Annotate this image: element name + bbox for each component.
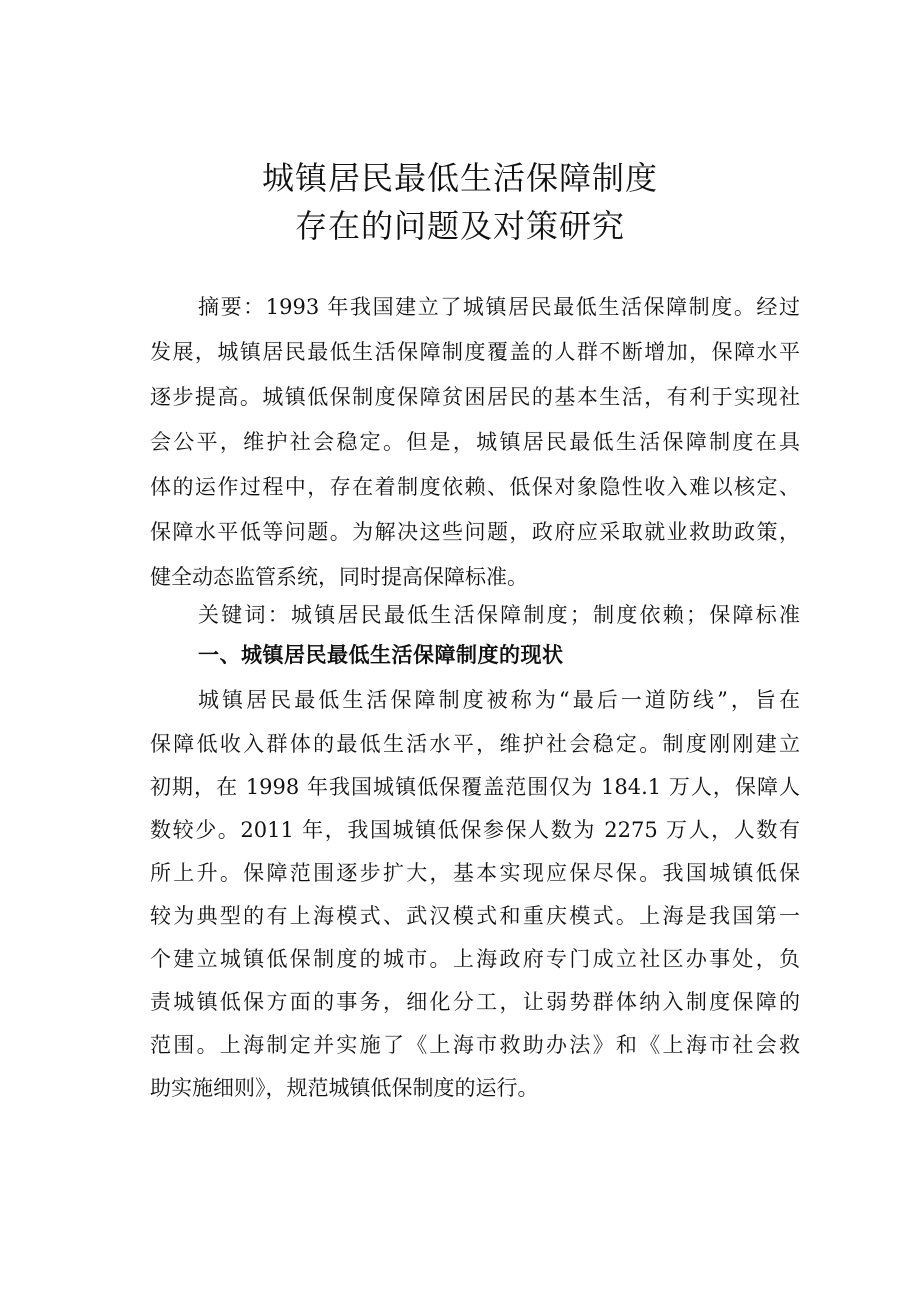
abstract-line: 健全动态监管系统，同时提高保障标准。 [150,565,528,589]
paragraph-line: 范围。上海制定并实施了《上海市救助办法》和《上海市社会救 [150,1033,800,1057]
paragraph-line: 初期，在 1998 年我国城镇低保覆盖范围仅为 184.1 万人，保障人 [150,775,800,799]
paragraph-line: 城镇居民最低生活保障制度被称为“最后一道防线”，旨在 [198,688,800,712]
abstract-line: 摘要：1993 年我国建立了城镇居民最低生活保障制度。经过 [198,295,800,319]
paragraph-line: 所上升。保障范围逐步扩大，基本实现应保尽保。我国城镇低保 [150,861,800,885]
paragraph-line: 较为典型的有上海模式、武汉模式和重庆模式。上海是我国第一 [150,904,800,928]
abstract-line: 保障水平低等问题。为解决这些问题，政府应采取就业救助政策， [150,520,800,544]
paragraph-line: 保障低收入群体的最低生活水平，维护社会稳定。制度刚刚建立 [150,732,800,756]
abstract-line: 体的运作过程中，存在着制度依赖、低保对象隐性收入难以核定、 [150,475,800,499]
paragraph-line: 数较少。2011 年，我国城镇低保参保人数为 2275 万人，人数有 [150,818,800,842]
abstract-line: 逐步提高。城镇低保制度保障贫困居民的基本生活，有利于实现社 [150,385,800,409]
abstract-line: 会公平，维护社会稳定。但是，城镇居民最低生活保障制度在具 [150,430,800,454]
section-heading: 一、城镇居民最低生活保障制度的现状 [198,643,564,667]
paper-title-line-2: 存在的问题及对策研究 [294,207,625,245]
keywords-line: 关键词：城镇居民最低生活保障制度；制度依赖；保障标准 [198,603,800,627]
abstract-line: 发展，城镇居民最低生活保障制度覆盖的人群不断增加，保障水平 [150,340,800,364]
paragraph-line: 责城镇低保方面的事务，细化分工，让弱势群体纳入制度保障的 [150,990,800,1014]
paragraph-line: 个建立城镇低保制度的城市。上海政府专门成立社区办事处，负 [150,947,800,971]
paper-title-line-1: 城镇居民最低生活保障制度 [261,159,658,197]
paragraph-line: 助实施细则》，规范城镇低保制度的运行。 [150,1076,539,1100]
